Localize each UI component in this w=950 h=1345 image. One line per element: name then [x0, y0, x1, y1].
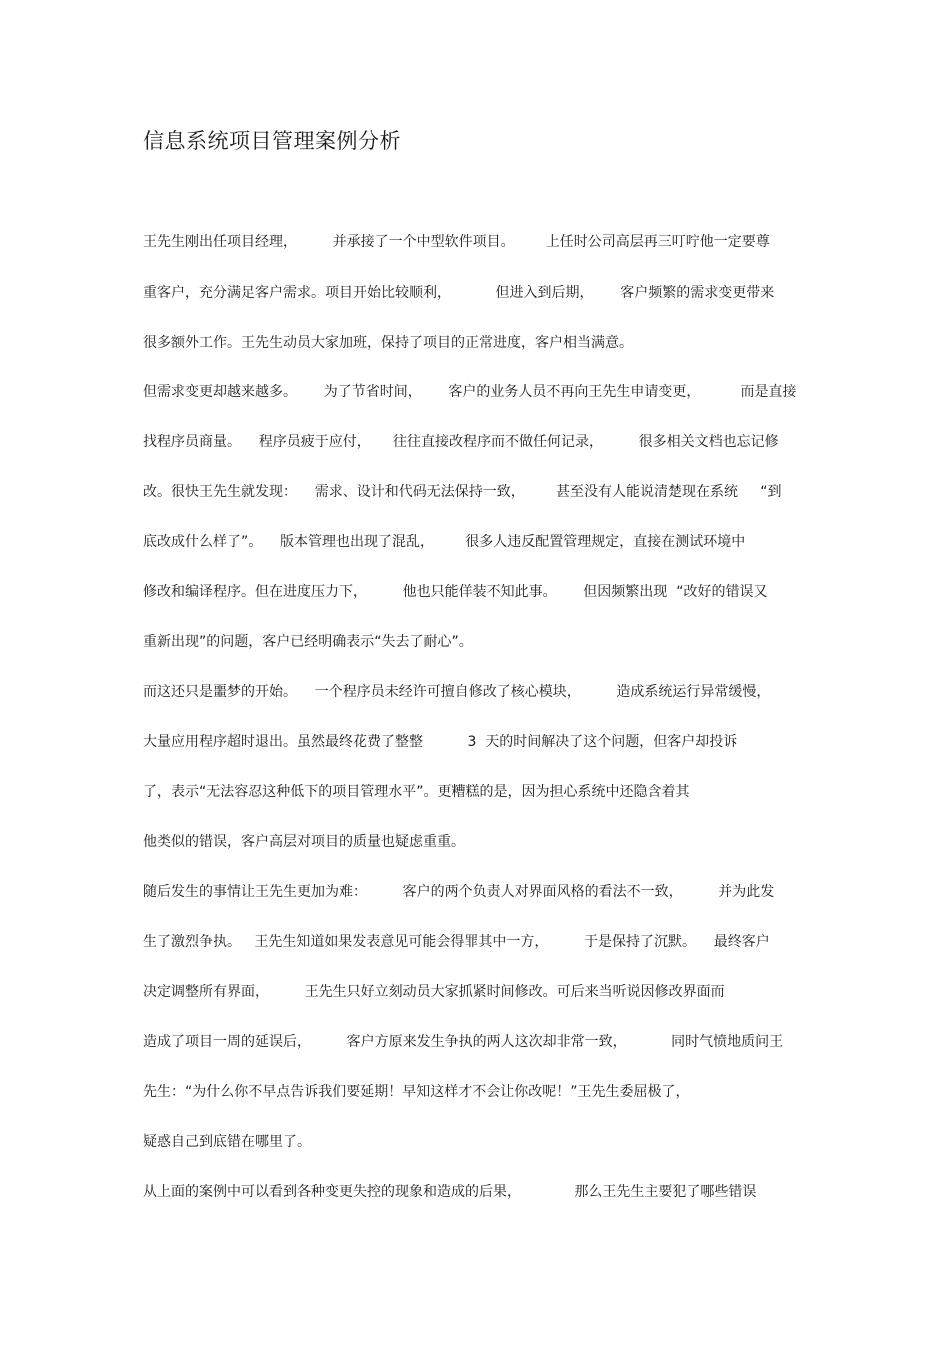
- text-line: 底改成什么样了”。 版本管理也出现了混乱， 很多人违反配置管理规定，直接在测试环境中: [143, 534, 746, 550]
- text-line: 从上面的案例中可以看到各种变更失控的现象和造成的后果， 那么王先生主要犯了哪些错误: [143, 1184, 757, 1200]
- text-line: 很多额外工作。王先生动员大家加班，保持了项目的正常进度，客户相当满意。: [143, 335, 633, 351]
- text-line: 大量应用程序超时退出。虽然最终花费了整整 3 天的时间解决了这个问题，但客户却投诉: [143, 734, 738, 750]
- text-line: 修改和编译程序。但在进度压力下， 他也只能佯装不知此事。 但因频繁出现 “改好的错误又: [143, 584, 768, 600]
- text-line: 先生：“为什么你不早点告诉我们要延期！早知这样才不会让你改呢！”王先生委屈极了，: [143, 1084, 690, 1100]
- text-line: 了，表示“无法容忍这种低下的项目管理水平”。更糟糕的是，因为担心系统中还隐含着其: [143, 784, 690, 800]
- text-line: 改。很快王先生就发现： 需求、设计和代码无法保持一致， 甚至没有人能说清楚现在系统 “到: [143, 484, 782, 500]
- text-line: 随后发生的事情让王先生更加为难： 客户的两个负责人对界面风格的看法不一致， 并为此发: [143, 884, 775, 900]
- text-line: 造成了项目一周的延误后， 客户方原来发生争执的两人这次却非常一致， 同时气愤地质问王: [143, 1034, 784, 1050]
- document-title: 信息系统项目管理案例分析: [143, 129, 401, 153]
- text-line: 决定调整所有界面， 王先生只好立刻动员大家抓紧时间修改。可后来当听说因修改界面而: [143, 984, 725, 1000]
- text-line: 生了激烈争执。 王先生知道如果发表意见可能会得罪其中一方， 于是保持了沉默。 最终客户: [143, 934, 770, 950]
- text-line: 疑惑自己到底错在哪里了。: [143, 1134, 311, 1150]
- text-line: 他类似的错误，客户高层对项目的质量也疑虑重重。: [143, 834, 465, 850]
- text-line: 而这还只是噩梦的开始。 一个程序员未经许可擅自修改了核心模块， 造成系统运行异常缓慢，: [143, 684, 771, 700]
- text-line: 重新出现”的问题，客户已经明确表示“失去了耐心”。: [143, 634, 473, 650]
- text-line: 重客户，充分满足客户需求。项目开始比较顺利， 但进入到后期， 客户频繁的需求变更带来: [143, 285, 775, 301]
- text-line: 王先生刚出任项目经理， 并承接了一个中型软件项目。 上任时公司高层再三叮咛他一定要尊: [143, 234, 770, 250]
- text-line: 但需求变更却越来越多。 为了节省时间， 客户的业务人员不再向王先生申请变更， 而是直接: [143, 384, 797, 400]
- text-line: 找程序员商量。 程序员疲于应付， 往往直接改程序而不做任何记录， 很多相关文档也忘记修: [143, 434, 779, 450]
